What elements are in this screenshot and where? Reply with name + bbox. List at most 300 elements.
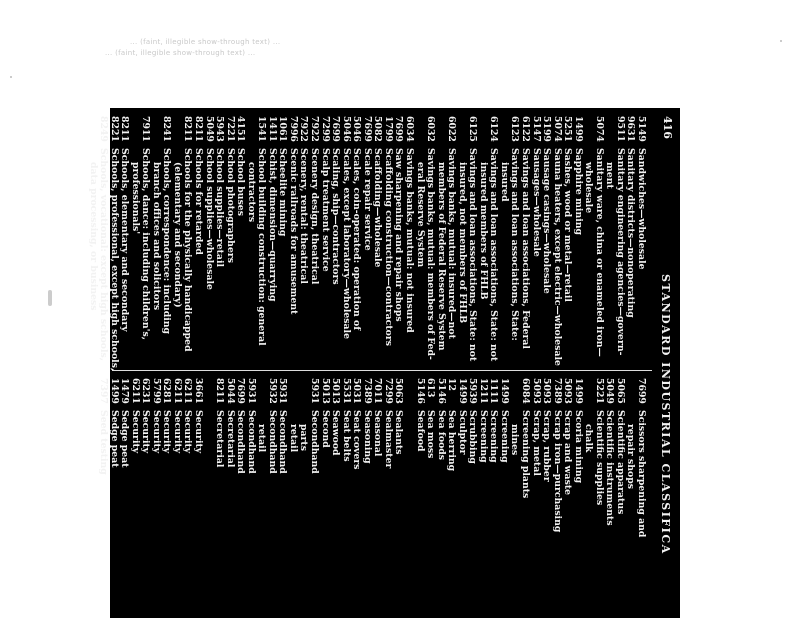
column-divider xyxy=(112,370,652,371)
sic-code: 5049 xyxy=(604,378,616,404)
industry-description: Sculptor xyxy=(456,410,468,455)
sic-code: 5199 xyxy=(541,116,553,142)
industry-description: School photographers xyxy=(224,148,236,263)
industry-description: Secretarial xyxy=(224,410,236,468)
index-entry xyxy=(562,378,573,614)
industry-description: Secondhand xyxy=(245,410,257,474)
industry-description: Security xyxy=(161,410,173,454)
sic-code: 1499 xyxy=(572,378,584,404)
industry-description: Scrubbing xyxy=(467,410,479,464)
index-entry xyxy=(403,378,414,614)
index-entry xyxy=(456,378,467,614)
index-entry xyxy=(298,378,309,614)
faint-text-line-2: ... (faint, illegible show-through text) ... xyxy=(105,49,256,57)
sic-code: 6125 xyxy=(467,116,479,142)
index-entry xyxy=(498,116,509,366)
index-entry xyxy=(330,378,341,614)
industry-description: chalk xyxy=(583,424,595,453)
index-entry xyxy=(192,116,203,366)
index-entry xyxy=(435,378,446,614)
sic-code: 5221 xyxy=(593,378,605,404)
industry-description: Sashes, wood or metal—retail xyxy=(562,148,574,302)
sic-code: 6032 xyxy=(425,116,437,142)
index-entry xyxy=(382,116,393,366)
index-entry xyxy=(446,378,457,614)
index-entry xyxy=(224,378,235,614)
industry-description: Screening xyxy=(498,410,510,463)
sic-code: 5065 xyxy=(614,378,626,404)
industry-description: data processing, or business xyxy=(87,162,99,311)
sic-code: 7699 xyxy=(393,116,405,142)
sic-code: 8241 xyxy=(161,116,173,142)
industry-description: Scheelite mining xyxy=(277,148,289,237)
sic-code: 5931 xyxy=(245,378,257,404)
index-entry xyxy=(509,116,520,366)
sic-code: 7221 xyxy=(224,116,236,142)
index-entry xyxy=(235,378,246,614)
industry-description: Secondhand xyxy=(309,410,321,474)
sic-code: 12 xyxy=(446,378,458,391)
sic-code: 1799 xyxy=(382,116,394,142)
industry-description: Seat belts xyxy=(340,410,352,462)
industry-description: insured, not members of FHLB xyxy=(456,162,468,324)
index-entry xyxy=(562,116,573,366)
industry-description: repair shops xyxy=(625,424,637,489)
sic-code: 7299 xyxy=(382,378,394,404)
index-entry xyxy=(467,116,478,366)
industry-description: Scientific instruments xyxy=(604,410,616,526)
index-entry xyxy=(614,116,625,366)
industry-description: Saw sharpening and repair shops xyxy=(393,148,405,322)
industry-description: Scoria mining xyxy=(572,410,584,484)
sic-code: 7011 xyxy=(372,378,384,404)
sic-code: 5939 xyxy=(467,378,479,404)
industry-description: Scrap, rubber xyxy=(541,410,553,482)
industry-description: Sea moss xyxy=(425,410,437,459)
index-entry xyxy=(456,116,467,366)
index-entry xyxy=(108,116,120,372)
sic-code: 5049 xyxy=(203,116,215,142)
index-entry xyxy=(340,116,351,366)
index-entry xyxy=(171,116,182,366)
sic-code: 5147 xyxy=(530,116,542,142)
index-entry xyxy=(161,378,172,614)
sic-code: 1479 xyxy=(119,378,131,404)
industry-description: Sea herring xyxy=(446,410,458,472)
running-head: STANDARD INDUSTRIAL CLASSIFICA xyxy=(659,274,672,555)
industry-description xyxy=(204,410,215,424)
industry-description: (elementary and secondary) xyxy=(171,162,183,308)
industry-description: Sausage casings—wholesale xyxy=(541,148,553,294)
industry-description: Security xyxy=(193,410,205,454)
index-entry xyxy=(256,116,267,366)
industry-description: parts xyxy=(298,424,310,451)
sic-code: 5531 xyxy=(340,378,352,404)
sic-code: 1499 xyxy=(108,378,120,404)
industry-description: retail xyxy=(256,424,268,453)
index-entry xyxy=(140,116,151,366)
sic-code: 5146 xyxy=(414,378,426,404)
industry-description: Sedge peat xyxy=(108,410,120,468)
index-entry xyxy=(372,116,383,366)
sic-code: 5799 xyxy=(150,378,162,404)
sic-code: 5046 xyxy=(351,116,363,142)
index-entry xyxy=(488,116,499,366)
index-entry xyxy=(277,378,288,614)
index-entry xyxy=(625,378,636,614)
sic-code: 5943 xyxy=(214,116,226,142)
sic-code: 5013 xyxy=(319,378,331,404)
industry-description: Screening xyxy=(488,410,500,463)
index-entry xyxy=(541,116,552,366)
sic-code: 7699 xyxy=(636,378,647,404)
industry-description: Savings and loan associations, State: xyxy=(509,148,521,341)
index-entry xyxy=(203,116,214,366)
index-entry xyxy=(192,378,203,614)
index-entry xyxy=(319,116,330,366)
industry-description: Sanitary districts—nonoperating xyxy=(625,148,637,318)
sic-code: 8221 xyxy=(108,116,120,142)
index-entry xyxy=(266,116,277,366)
sic-code: 5031 xyxy=(351,378,363,404)
sic-code: 1499 xyxy=(498,378,510,404)
index-entry xyxy=(182,378,193,614)
industry-description: Sandwiches—wholesale xyxy=(636,148,647,270)
industry-description: Scientific apparatus xyxy=(614,410,626,515)
sic-code: 5074 xyxy=(593,116,605,142)
index-entry xyxy=(277,116,288,366)
index-entry xyxy=(340,378,351,614)
index-entry xyxy=(108,378,119,614)
sic-code: 5149 xyxy=(636,116,647,142)
scan-speck xyxy=(48,290,52,306)
industry-description: Scenery, rental: theatrical xyxy=(298,148,310,284)
industry-description: Scrap and waste xyxy=(562,410,574,496)
index-entry xyxy=(372,378,383,614)
industry-description: Secondhand xyxy=(277,410,289,474)
industry-description: Scrap iron—purchasing xyxy=(551,410,563,533)
sic-code: 5044 xyxy=(224,378,236,404)
industry-description: Sealmaster xyxy=(382,410,394,469)
sic-code: 6211 xyxy=(182,378,194,404)
index-entry xyxy=(635,378,646,614)
industry-description: Security xyxy=(150,410,162,454)
index-entry xyxy=(572,116,583,366)
sic-code: 9631 xyxy=(625,116,637,142)
index-entry xyxy=(182,116,193,366)
sic-code: 7389 xyxy=(551,378,563,404)
industry-description: Secondhand xyxy=(235,410,247,474)
industry-description: Schools, professional, except high schools, xyxy=(108,148,120,372)
index-entry xyxy=(119,378,130,614)
sic-code: 7699 xyxy=(330,116,342,142)
index-entry xyxy=(593,116,604,366)
index-entry xyxy=(425,378,436,614)
industry-description: Savings and loan associations, State: not xyxy=(467,148,479,362)
index-entry xyxy=(140,378,151,614)
index-entry xyxy=(309,378,320,614)
industry-description: Scales, coin-operated: operation of xyxy=(351,148,363,331)
industry-description: Schools for the physically handicapped xyxy=(182,148,194,352)
index-entry xyxy=(87,116,98,366)
index-entry xyxy=(287,116,298,366)
sic-code: 7299 xyxy=(319,116,331,142)
index-entry xyxy=(403,116,414,366)
industry-description: Seed testing xyxy=(98,410,110,475)
sic-code: 8211 xyxy=(182,116,194,142)
index-entry xyxy=(203,378,214,614)
index-entry xyxy=(119,116,130,366)
industry-description: School buses xyxy=(235,148,247,216)
index-entry xyxy=(509,378,520,614)
industry-description: School supplies—retail xyxy=(214,148,226,268)
industry-description: Sanitary engineering agencies—govern- xyxy=(614,148,626,356)
industry-description: Secondhand xyxy=(266,410,278,474)
industry-description: Schools, vocational: except high schools, xyxy=(98,148,110,361)
industry-description: Sealants xyxy=(393,410,405,455)
industry-description: retail xyxy=(287,424,299,453)
index-entry xyxy=(593,378,604,614)
sic-code: 5146 xyxy=(435,378,447,404)
sic-code: 7922 xyxy=(298,116,310,142)
index-entry xyxy=(583,116,594,366)
sic-code: 1499 xyxy=(572,116,584,142)
index-entry xyxy=(129,378,140,614)
industry-description: Schools for retarded xyxy=(193,148,205,255)
sic-code: 4151 xyxy=(235,116,247,142)
industry-description: Scenic railroads for amusement xyxy=(287,148,299,315)
industry-description: professionals' xyxy=(129,162,141,235)
index-column-right xyxy=(98,378,646,614)
sic-code: 1211 xyxy=(477,378,489,404)
sic-code: 1061 xyxy=(277,116,289,142)
industry-description: Sausages—wholesale xyxy=(530,148,542,257)
industry-description: School building construction: general xyxy=(256,148,268,346)
industry-description: Scale repair service xyxy=(361,148,373,251)
industry-description: Secretarial xyxy=(214,410,226,468)
index-entry xyxy=(477,116,488,366)
index-entry xyxy=(256,378,267,614)
sic-code: 613 xyxy=(425,378,437,398)
index-entry xyxy=(245,378,256,614)
sic-code: 7911 xyxy=(140,116,152,142)
sic-code: 5251 xyxy=(562,116,574,142)
index-entry xyxy=(150,116,161,366)
index-entry xyxy=(351,378,362,614)
industry-description: Scenery design, theatrical xyxy=(309,148,321,285)
sic-code: 5931 xyxy=(277,378,289,404)
index-entry xyxy=(298,116,309,366)
industry-description: Screening plants xyxy=(519,410,531,499)
industry-description: Sauna heaters, except electric—wholesale xyxy=(551,148,563,366)
industry-description: Second xyxy=(319,410,331,448)
industry-description: Sapphire mining xyxy=(572,148,584,235)
industry-description: Schools, correspondence: including xyxy=(161,148,173,334)
rotated-page xyxy=(87,108,680,618)
index-entry xyxy=(583,378,594,614)
index-entry xyxy=(393,116,404,366)
scanned-page-image xyxy=(87,108,680,618)
industry-description: Seat covers xyxy=(351,410,363,470)
sic-code: 9511 xyxy=(614,116,626,142)
index-entry xyxy=(614,378,625,614)
industry-description: Savings banks, mutual: not insured xyxy=(403,148,415,333)
sic-code: 6281 xyxy=(161,378,173,404)
industry-description: members of Federal Reserve System xyxy=(435,162,447,351)
sic-code: 7397 xyxy=(98,378,110,404)
sic-code: 5063 xyxy=(393,378,405,404)
index-entry xyxy=(572,378,583,614)
industry-description: Sanitary ware, china or enameled iron— xyxy=(593,148,605,357)
industry-description: Seafood xyxy=(414,410,426,452)
industry-description: Savings and loan associations, Federal xyxy=(519,148,531,349)
industry-description: Scissors sharpening and xyxy=(636,410,647,538)
index-entry xyxy=(161,116,172,366)
index-entry xyxy=(361,378,372,614)
industry-description: Savings banks, mutual: members of Fed- xyxy=(425,148,437,360)
sic-code: 8249 xyxy=(98,116,110,142)
industry-description: eral Reserve System xyxy=(414,162,426,268)
sic-code: 6124 xyxy=(488,116,500,142)
industry-description: Scrap, metal xyxy=(530,410,542,476)
industry-description: Savings and loan associations, State: not xyxy=(488,148,500,362)
sic-code: 7996 xyxy=(287,116,299,142)
scan-speck xyxy=(780,40,782,42)
index-entry xyxy=(235,116,246,366)
industry-description: Savings banks, mutual: insured—not xyxy=(446,148,458,339)
sic-code: 7699 xyxy=(235,378,247,404)
industry-description: insured xyxy=(498,162,510,202)
index-entry xyxy=(519,378,530,614)
index-entry xyxy=(393,378,404,614)
page-header xyxy=(654,114,676,610)
page-number: 416 xyxy=(661,116,674,139)
index-entry xyxy=(551,378,562,614)
faint-text-line-1: ... (faint, illegible show-through text) ... xyxy=(130,38,281,46)
index-entry xyxy=(488,378,499,614)
scan-speck xyxy=(10,76,12,78)
index-entry xyxy=(98,378,109,614)
industry-description: branch offices and solicitors xyxy=(150,162,162,311)
industry-description: Scales, except laboratory—wholesale xyxy=(340,148,352,340)
index-entry xyxy=(224,116,235,366)
industry-description: mines xyxy=(509,424,521,456)
sic-code: 5093 xyxy=(530,378,542,404)
industry-description: Scalp treatment service xyxy=(319,148,331,272)
industry-description: wholesale xyxy=(583,162,595,214)
index-entry xyxy=(287,378,298,614)
industry-description: Schools, dance: including children's, xyxy=(140,148,152,340)
sic-code: 7922 xyxy=(309,116,321,142)
sic-code: 5093 xyxy=(541,378,553,404)
index-column-left xyxy=(87,116,647,372)
industry-description: insured members of FHLB xyxy=(477,162,489,300)
index-entry xyxy=(414,116,425,366)
sic-code: 5074 xyxy=(551,116,563,142)
index-entry xyxy=(625,116,636,366)
index-entry xyxy=(435,116,446,366)
sic-code: 6122 xyxy=(519,116,531,142)
index-entry xyxy=(330,116,341,366)
industry-description: Scaling, ship—contractors xyxy=(330,148,342,285)
sic-code: 5082 xyxy=(372,116,384,142)
sic-code: 1541 xyxy=(256,116,268,142)
index-entry xyxy=(266,378,277,614)
index-entry xyxy=(214,378,225,614)
sic-code: 6211 xyxy=(171,378,183,404)
index-entry xyxy=(319,378,330,614)
industry-description: Schist, dimension—quarrying xyxy=(266,148,278,302)
industry-description: ment xyxy=(604,162,616,189)
index-entry xyxy=(425,116,436,366)
sic-code: 6123 xyxy=(509,116,521,142)
index-entry xyxy=(414,378,425,614)
industry-description: Scaffolding—wholesale xyxy=(372,148,384,268)
sic-code: 6231 xyxy=(140,378,152,404)
sic-code: 5093 xyxy=(562,378,574,404)
sic-code: 5932 xyxy=(266,378,278,404)
industry-description: contractors xyxy=(245,162,257,223)
index-entry xyxy=(150,378,161,614)
index-entry xyxy=(604,116,615,366)
index-entry xyxy=(129,116,140,366)
index-entry xyxy=(361,116,372,366)
index-entry xyxy=(477,378,488,614)
index-entry xyxy=(498,378,509,614)
industry-description: Security xyxy=(140,410,152,454)
industry-description: Sea foods xyxy=(435,410,447,461)
sic-code: 1499 xyxy=(456,378,468,404)
sic-code: 5046 xyxy=(340,116,352,142)
index-entry xyxy=(467,378,478,614)
sic-code: 6084 xyxy=(519,378,531,404)
industry-description: Security xyxy=(171,410,183,454)
index-entry xyxy=(604,378,615,614)
sic-code: 6022 xyxy=(446,116,458,142)
industry-description: Scaffolding construction—contractors xyxy=(382,148,394,346)
sic-code: 6034 xyxy=(403,116,415,142)
industry-description xyxy=(404,410,415,424)
industry-description: Scientific supplies xyxy=(593,410,605,506)
sic-code: 1411 xyxy=(266,116,278,142)
index-entry xyxy=(530,116,541,366)
industry-description: Screening xyxy=(477,410,489,463)
index-entry xyxy=(382,378,393,614)
index-entry xyxy=(214,116,225,366)
sic-code: 8211 xyxy=(193,116,205,142)
sic-code: 6211 xyxy=(129,378,141,404)
index-entry xyxy=(351,116,362,366)
industry-description: Seasonal xyxy=(372,410,384,457)
industry-description: Schools, elementary and secondary xyxy=(119,148,131,332)
sic-code: 7389 xyxy=(361,378,373,404)
sic-code: 8211 xyxy=(214,378,226,404)
sic-code: 7699 xyxy=(361,116,373,142)
industry-description: Security xyxy=(182,410,194,454)
industry-description: Sedge peat xyxy=(119,410,131,468)
sic-code: 5013 xyxy=(330,378,342,404)
index-entry xyxy=(635,116,646,366)
index-entry xyxy=(245,116,256,366)
index-entry xyxy=(519,116,530,366)
index-entry xyxy=(309,116,320,366)
index-entry xyxy=(98,116,109,366)
index-entry xyxy=(541,378,552,614)
industry-description: Security xyxy=(129,410,141,454)
sic-code: 8211 xyxy=(119,116,131,142)
industry-description: Seasoning xyxy=(361,410,373,464)
industry-description: School supplies—wholesale xyxy=(203,148,215,290)
